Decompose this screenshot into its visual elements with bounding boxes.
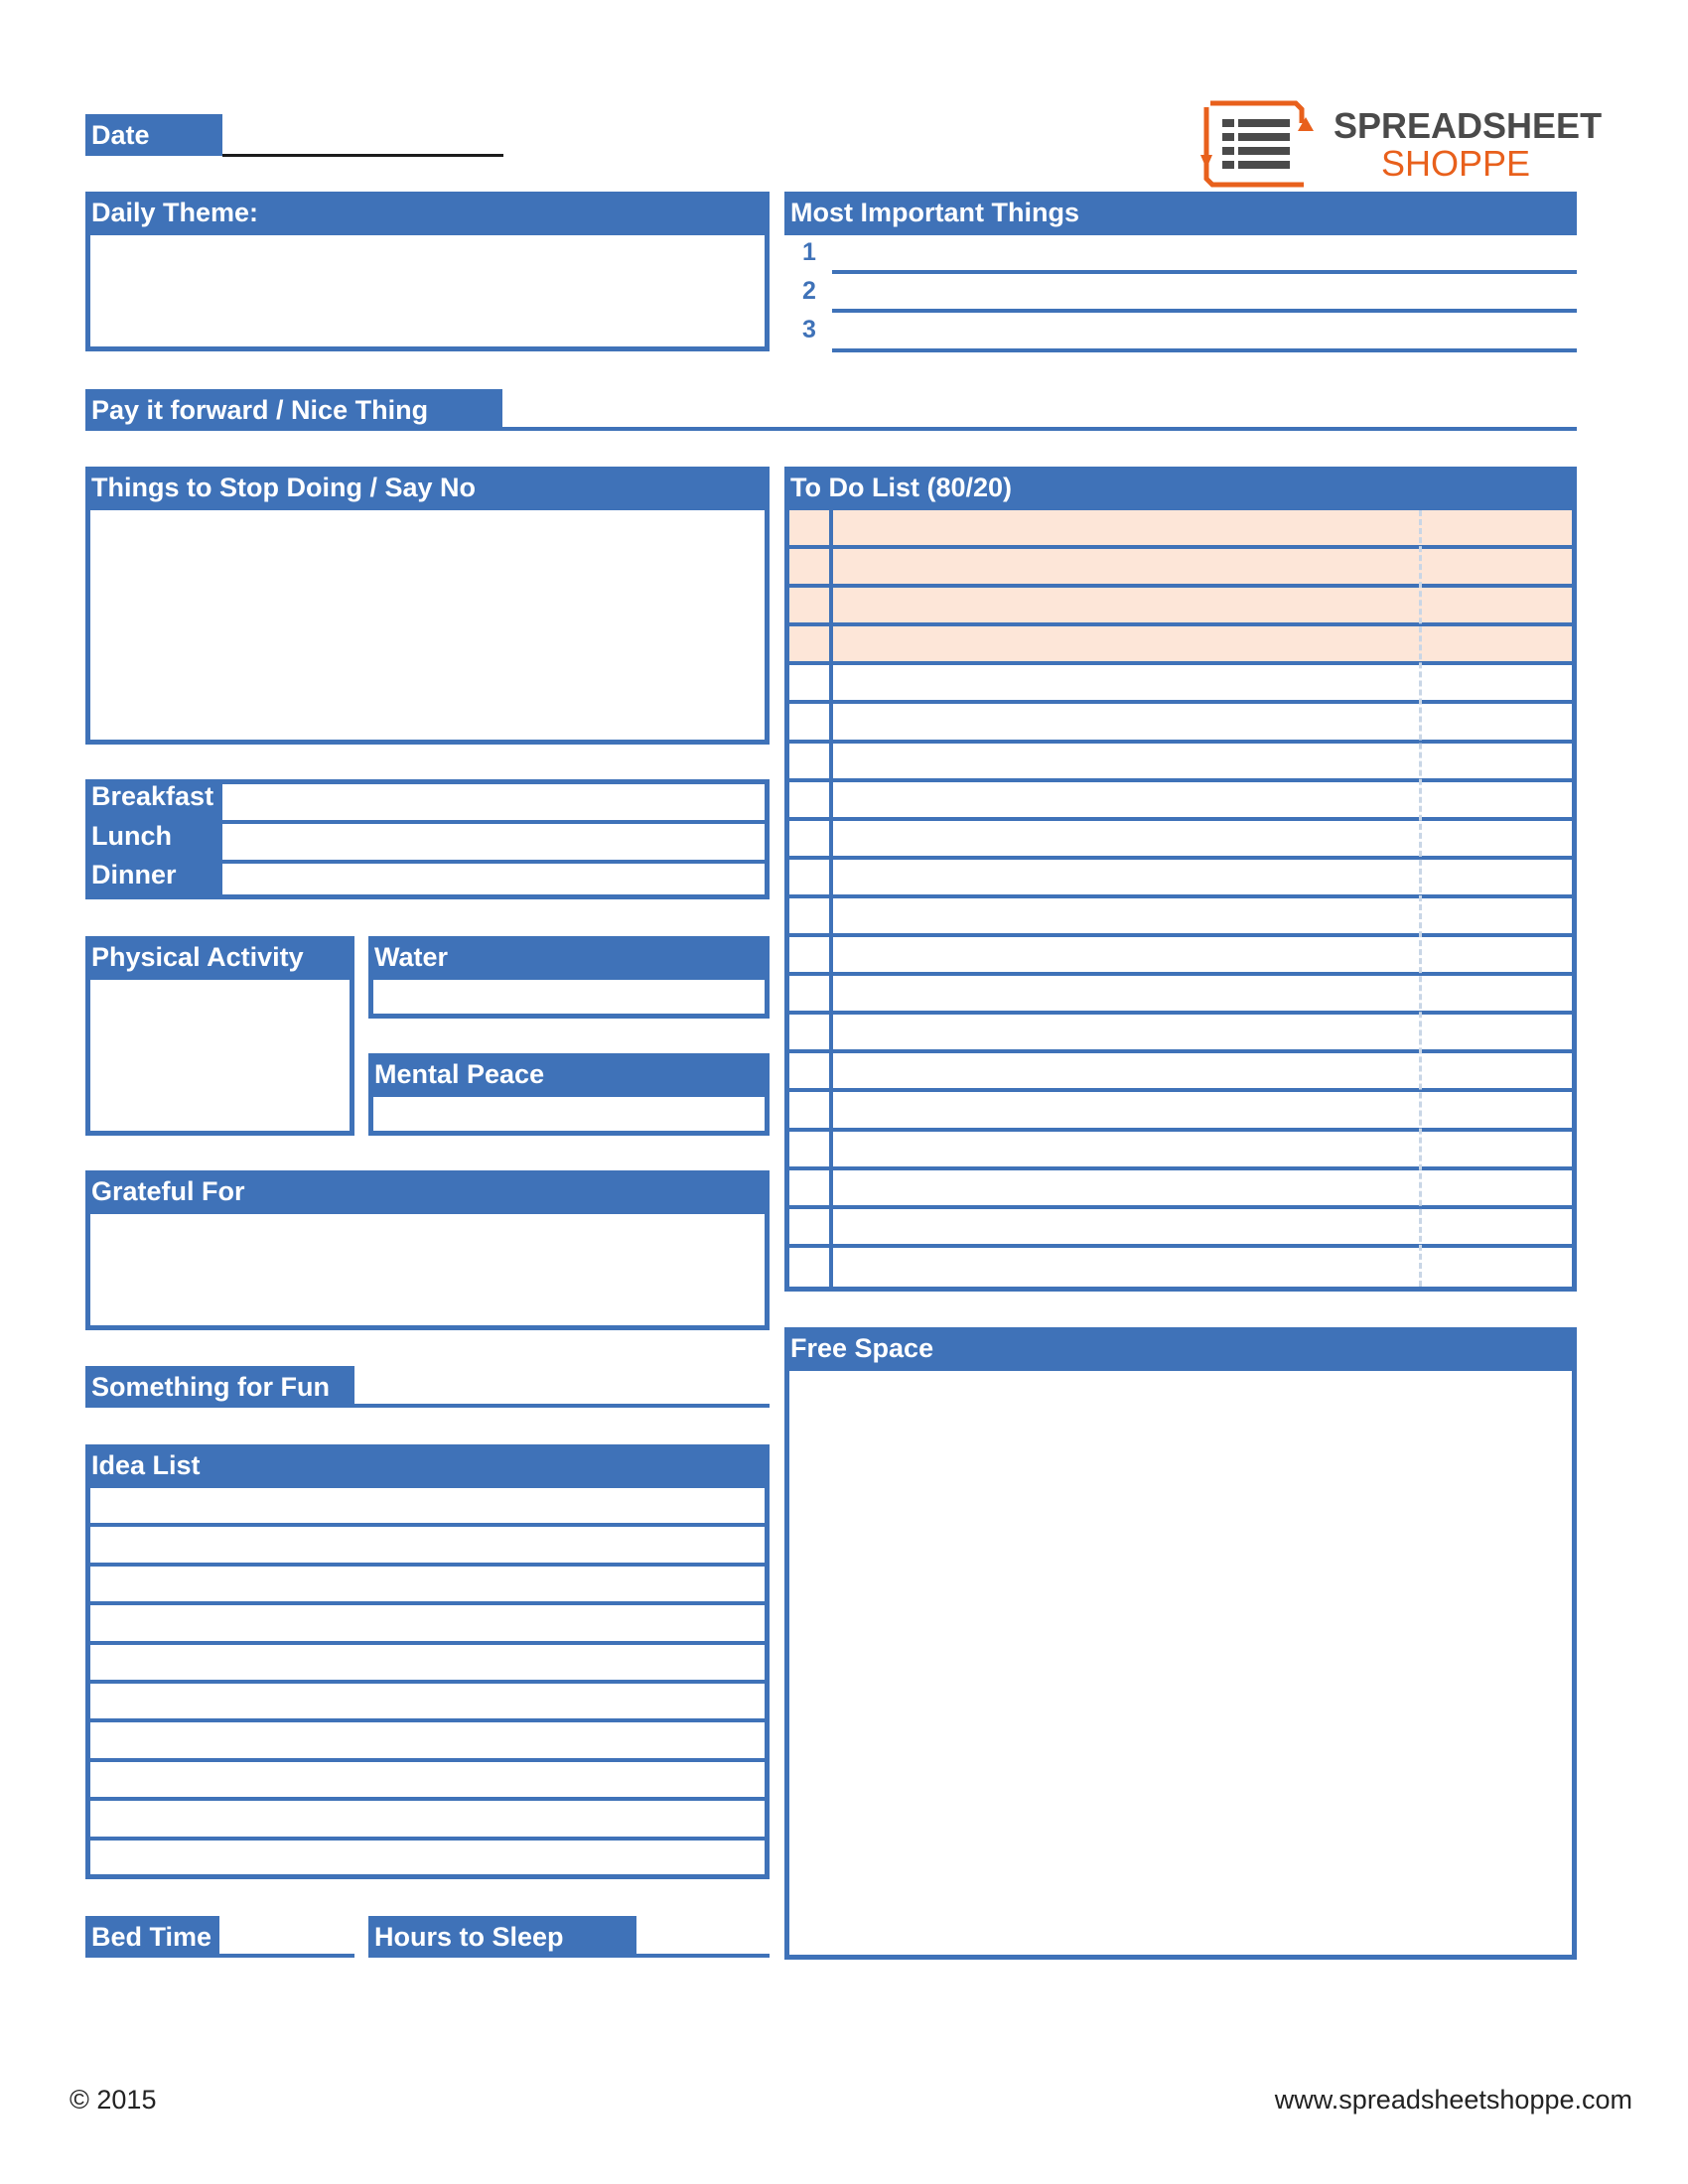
todo-row[interactable]	[789, 510, 1572, 549]
most-important-line-3[interactable]	[832, 348, 1577, 352]
physical-activity-header: Physical Activity	[85, 936, 354, 980]
idea-list-header: Idea List	[85, 1444, 770, 1488]
idea-list-row[interactable]	[90, 1645, 765, 1684]
most-important-number-3: 3	[802, 316, 816, 343]
mental-peace-box[interactable]	[368, 1097, 770, 1136]
idea-list-row[interactable]	[90, 1605, 765, 1644]
logo-text-line1: SPREADSHEET	[1334, 105, 1603, 146]
todo-list	[784, 510, 1577, 1292]
copyright: © 2015	[70, 2085, 157, 2115]
breakfast-field[interactable]	[222, 784, 765, 824]
free-space-box[interactable]	[784, 1371, 1577, 1960]
bed-time-field[interactable]	[219, 1954, 354, 1958]
something-fun-field[interactable]	[354, 1404, 770, 1408]
todo-row[interactable]	[789, 860, 1572, 898]
todo-dashed-divider	[1419, 510, 1422, 1287]
daily-theme-header: Daily Theme:	[85, 192, 770, 235]
most-important-number-2: 2	[802, 277, 816, 305]
hours-sleep-label: Hours to Sleep	[368, 1916, 636, 1958]
todo-row[interactable]	[789, 705, 1572, 744]
daily-theme-box[interactable]	[85, 235, 770, 351]
most-important-number-1: 1	[802, 238, 816, 266]
todo-row[interactable]	[789, 1209, 1572, 1248]
date-field[interactable]	[222, 154, 503, 157]
idea-list-row[interactable]	[90, 1801, 765, 1840]
most-important-line-2[interactable]	[832, 309, 1577, 313]
water-box[interactable]	[368, 980, 770, 1019]
todo-row[interactable]	[789, 1053, 1572, 1092]
todo-row[interactable]	[789, 898, 1572, 937]
date-label: Date	[85, 114, 222, 156]
meals-fields	[85, 779, 770, 899]
todo-row[interactable]	[789, 1093, 1572, 1132]
todo-row[interactable]	[789, 976, 1572, 1015]
idea-list-row[interactable]	[90, 1527, 765, 1566]
website-link[interactable]: www.spreadsheetshoppe.com	[1274, 2085, 1632, 2115]
logo	[1196, 97, 1603, 193]
todo-row[interactable]	[789, 1015, 1572, 1053]
todo-row[interactable]	[789, 1248, 1572, 1287]
idea-list-row[interactable]	[90, 1684, 765, 1722]
todo-row[interactable]	[789, 782, 1572, 821]
todo-row[interactable]	[789, 626, 1572, 665]
most-important-line-1[interactable]	[832, 270, 1577, 274]
todo-row[interactable]	[789, 937, 1572, 976]
stop-doing-header: Things to Stop Doing / Say No	[85, 467, 770, 510]
lunch-label: Lunch	[91, 821, 172, 851]
logo-text-line2: SHOPPE	[1381, 143, 1531, 184]
idea-list-row[interactable]	[90, 1722, 765, 1761]
todo-header: To Do List (80/20)	[784, 467, 1577, 510]
todo-row[interactable]	[789, 549, 1572, 588]
dinner-label: Dinner	[91, 860, 177, 889]
idea-list-row[interactable]	[90, 1762, 765, 1801]
todo-row[interactable]	[789, 665, 1572, 704]
pay-it-forward-field[interactable]	[502, 427, 1577, 431]
todo-row[interactable]	[789, 1170, 1572, 1209]
hours-sleep-field[interactable]	[636, 1954, 770, 1958]
idea-list	[85, 1488, 770, 1879]
idea-list-row[interactable]	[90, 1567, 765, 1605]
something-fun-label: Something for Fun	[85, 1366, 354, 1408]
most-important-header: Most Important Things	[784, 192, 1577, 235]
breakfast-label: Breakfast	[91, 781, 214, 811]
stop-doing-box[interactable]	[85, 510, 770, 745]
idea-list-row[interactable]	[90, 1488, 765, 1527]
todo-row[interactable]	[789, 821, 1572, 860]
mental-peace-header: Mental Peace	[368, 1053, 770, 1097]
grateful-for-header: Grateful For	[85, 1170, 770, 1214]
free-space-header: Free Space	[784, 1327, 1577, 1371]
grateful-for-box[interactable]	[85, 1214, 770, 1330]
dinner-field[interactable]	[222, 864, 765, 894]
todo-checkbox-column-divider	[829, 510, 833, 1287]
spreadsheet-logo-icon	[1196, 97, 1316, 193]
todo-row[interactable]	[789, 1132, 1572, 1170]
todo-row[interactable]	[789, 744, 1572, 782]
bed-time-label: Bed Time	[85, 1916, 219, 1958]
todo-row[interactable]	[789, 588, 1572, 626]
lunch-field[interactable]	[222, 824, 765, 864]
pay-it-forward-label: Pay it forward / Nice Thing	[85, 389, 502, 431]
water-header: Water	[368, 936, 770, 980]
physical-activity-box[interactable]	[85, 980, 354, 1136]
idea-list-row[interactable]	[90, 1841, 765, 1879]
